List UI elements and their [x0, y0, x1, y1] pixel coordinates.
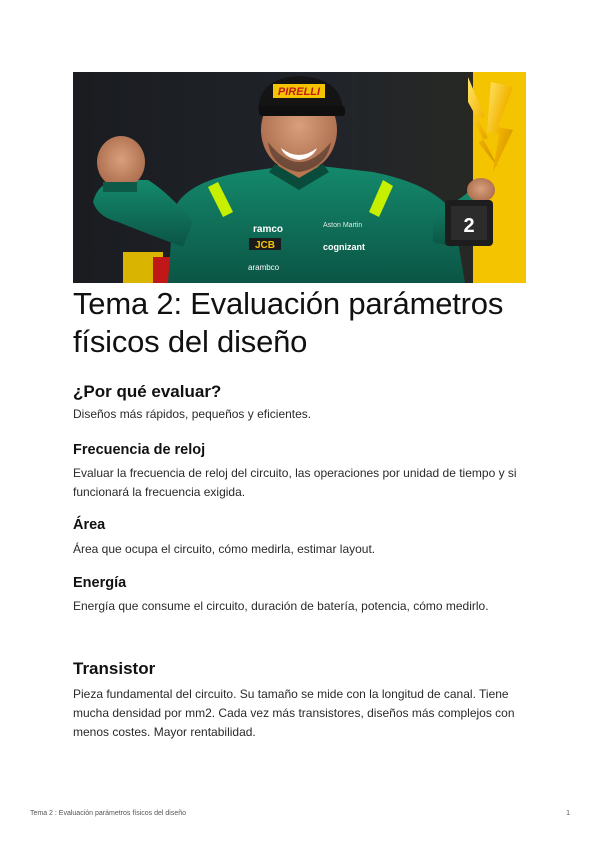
team-name: Aston Martin [323, 222, 363, 229]
hero-illustration [73, 72, 526, 283]
section-why-evaluate [73, 382, 533, 402]
title-block [73, 285, 533, 361]
footer-title: Tema 2 : Evaluación parámetros físicos del diseño [30, 810, 187, 817]
section-heading: Frecuencia de reloj [73, 442, 206, 458]
right-hand [467, 178, 495, 202]
page-number: 1 [566, 810, 570, 817]
section-heading: Energía [73, 575, 127, 591]
sponsor-ramco: ramco [253, 224, 284, 235]
fist [97, 136, 145, 188]
paragraph: Energía que consume el circuito, duración de batería, potencia, cómo medirlo. [73, 599, 489, 613]
section-heading: Área [73, 517, 106, 533]
section-energy [73, 574, 533, 592]
sponsor-cognizant: cognizant [323, 242, 365, 252]
sponsor-aramco: arambco [248, 263, 280, 272]
paragraph: Diseños más rápidos, pequeños y eficientes. [73, 407, 312, 421]
section-why-evaluate-body [73, 405, 533, 424]
section-energy-body [73, 597, 533, 616]
section-transistor [73, 659, 533, 679]
document-title: Tema 2: Evaluación parámetros físicos del diseño [73, 286, 504, 359]
cap-logo-text: PIRELLI [277, 86, 321, 98]
paragraph-line: mucha densidad por mm2. Cada vez más transistores, diseños más complejos con [73, 706, 515, 720]
section-heading: Transistor [73, 659, 156, 678]
cap-brim [259, 106, 345, 116]
paragraph-line: menos costes. Mayor rentabilidad. [73, 725, 256, 739]
trophy-number: 2 [463, 215, 475, 237]
section-area [73, 516, 533, 534]
section-clock-frequency-body [73, 464, 533, 502]
paragraph-line: funcionará la frecuencia exigida. [73, 485, 246, 499]
page-footer [30, 810, 570, 822]
paragraph-line: Evaluar la frecuencia de reloj del circuito, las operaciones por unidad de tiempo y si [73, 466, 517, 480]
paragraph: Área que ocupa el circuito, cómo medirla, estimar layout. [73, 542, 376, 556]
sleeve-cuff [103, 182, 137, 192]
section-clock-frequency [73, 441, 533, 459]
paragraph-line: Pieza fundamental del circuito. Su tamaño se mide con la longitud de canal. Tiene [73, 687, 509, 701]
section-transistor-body [73, 685, 533, 742]
hero-photo [73, 72, 526, 283]
section-area-body [73, 540, 533, 559]
section-heading: ¿Por qué evaluar? [73, 382, 222, 401]
sponsor-jcb: JCB [254, 240, 276, 251]
